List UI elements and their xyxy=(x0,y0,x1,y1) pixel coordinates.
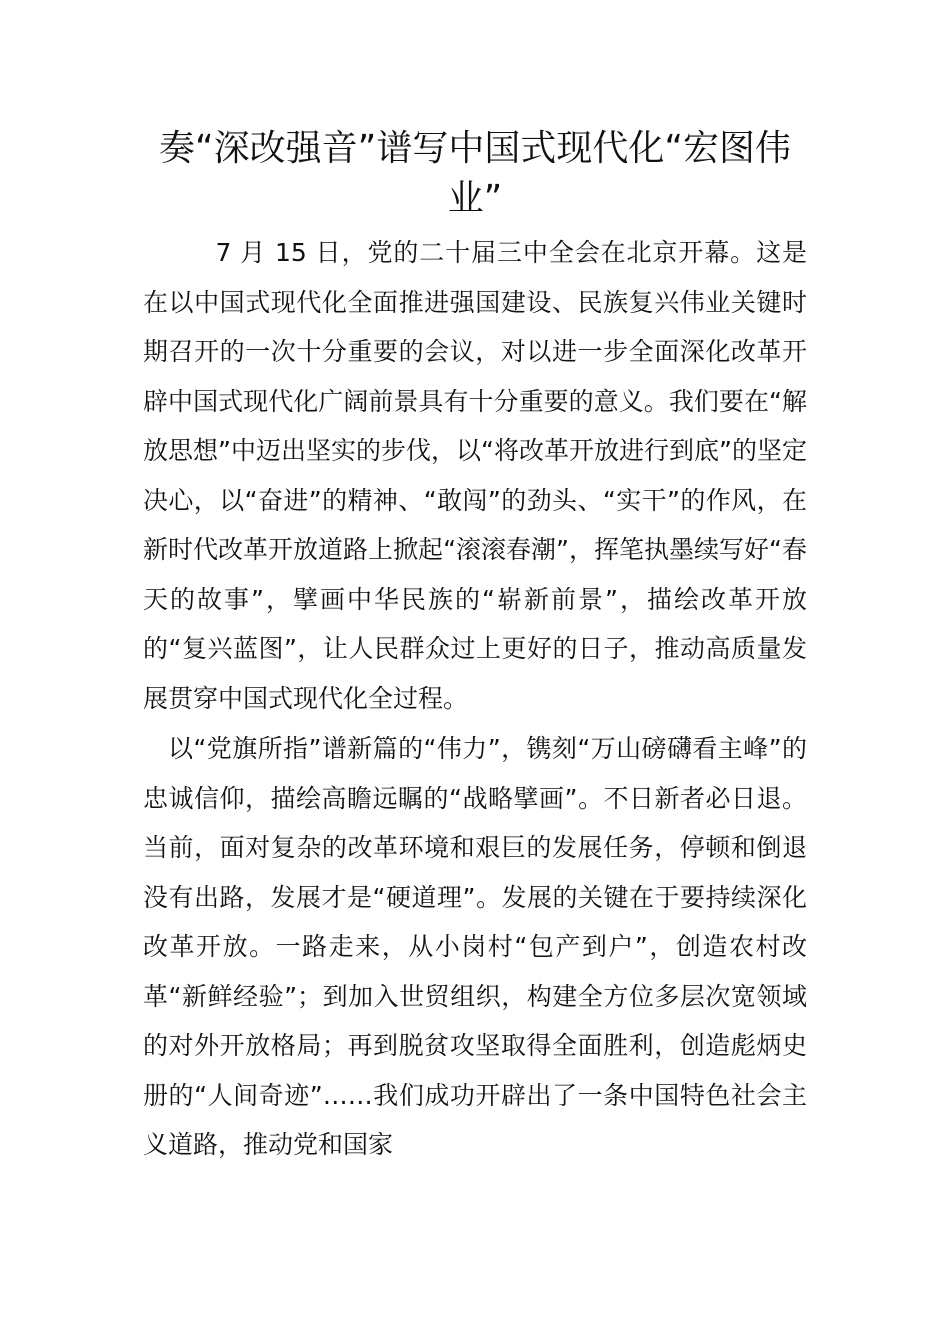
paragraph-2: 以“党旗所指”谱新篇的“伟力”，镌刻“万山磅礴看主峰”的忠诚信仰，描绘高瞻远瞩的“战略擘画”。不日新者必日退。当前，面对复杂的改革环境和艰巨的发展任务，停顿和倒退没有出路，发展才是“硬道理”。发展的关键在于要持续深化改革开放。一路走来，从小岗村“包产到户”，创造农村改革“新鲜经验”；到加入世贸组织，构建全方位多层次宽领域的对外开放格局；再到脱贫攻坚取得全面胜利，创造彪炳史册的“人间奇迹”……我们成功开辟出了一条中国特色社会主义道路，推动党和国家 xyxy=(143,734,807,1159)
document-page xyxy=(143,124,807,1170)
document-title: 奏“深改强音”谱写中国式现代化“宏图伟业” xyxy=(159,128,791,219)
paragraph-1: 7 月 15 日，党的二十届三中全会在北京开幕。这是在以中国式现代化全面推进强国建设、民族复兴伟业关键时期召开的一次十分重要的会议，对以进一步全面深化改革开辟中国式现代化广阔前景具有十分重要的意义。我们要在“解放思想”中迈出坚实的步伐，以“将改革开放进行到底”的坚定决心，以“奋进”的精神、“敢闯”的劲头、“实干”的作风，在新时代改革开放道路上掀起“滚滚春潮”，挥笔执墨续写好“春天的故事”，擘画中华民族的“崭新前景”，描绘改革开放的“复兴蓝图”，让人民群众过上更好的日子，推动高质量发展贯穿中国式现代化全过程。 xyxy=(143,238,807,713)
